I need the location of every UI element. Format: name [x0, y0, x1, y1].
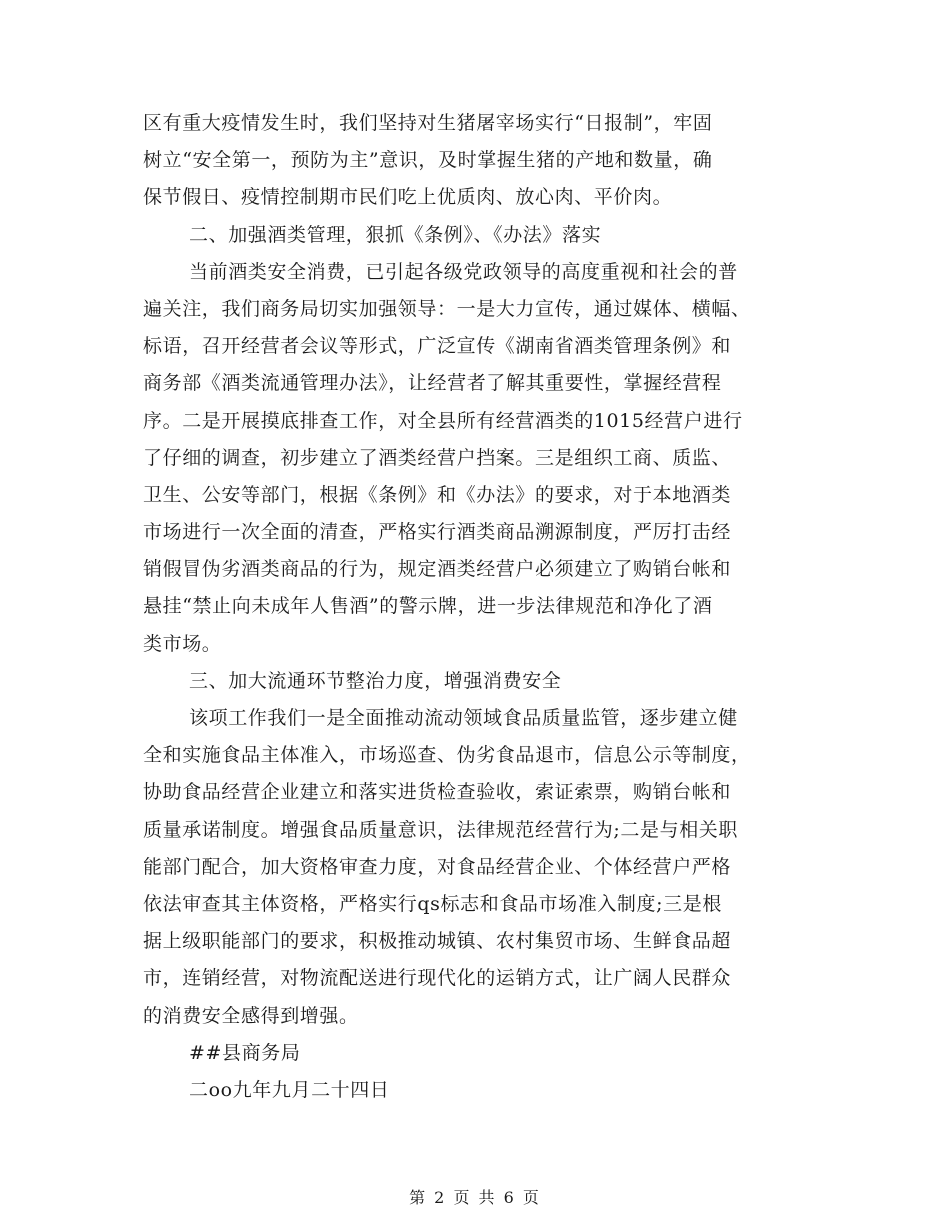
paragraph-line: 悬挂“禁止向未成年人售酒”的警示牌，进一步法律规范和净化了酒: [143, 595, 713, 618]
paragraph-line: 的消费安全感得到增强。: [143, 1004, 359, 1027]
signature-date: 二oo九年九月二十四日: [189, 1078, 390, 1101]
paragraph-line: 遍关注，我们商务局切实加强领导：一是大力宣传，通过媒体、横幅、: [143, 297, 751, 320]
section-heading-3: 三、加大流通环节整治力度，增强消费安全: [189, 669, 562, 692]
section-heading-2: 二、加强酒类管理，狠抓《条例》、《办法》落实: [189, 223, 602, 246]
paragraph-line: 类市场。: [143, 632, 222, 655]
paragraph-line: 商务部《酒类流通管理办法》，让经营者了解其重要性，掌握经营程: [143, 372, 722, 395]
signature-organization: ##县商务局: [189, 1041, 301, 1064]
paragraph-line: 质量承诺制度。增强食品质量意识，法律规范经营行为;二是与相关职: [143, 818, 739, 841]
paragraph-line: 依法审查其主体资格，严格实行qs标志和食品市场准入制度;三是根: [143, 892, 722, 915]
paragraph-line: 能部门配合，加大资格审查力度，对食品经营企业、个体经营户严格: [143, 855, 732, 878]
paragraph-line: 市场进行一次全面的清查，严格实行酒类商品溯源制度，严厉打击经: [143, 521, 732, 544]
paragraph-line: 保节假日、疫情控制期市民们吃上优质肉、放心肉、平价肉。: [143, 186, 673, 209]
document-body: [143, 105, 808, 1109]
paragraph-line: 了仔细的调查，初步建立了酒类经营户挡案。三是组织工商、质监、: [143, 446, 732, 469]
paragraph-line: 当前酒类安全消费，已引起各级党政领导的高度重视和社会的普: [189, 260, 738, 283]
paragraph-line: 销假冒伪劣酒类商品的行为，规定酒类经营户必须建立了购销台帐和: [143, 558, 732, 581]
paragraph-line: 序。二是开展摸底排查工作，对全县所有经营酒类的1015经营户进行: [143, 409, 743, 432]
paragraph-line: 树立“安全第一，预防为主”意识，及时掌握生猪的产地和数量，确: [143, 149, 713, 172]
paragraph-line: 据上级职能部门的要求，积极推动城镇、农村集贸市场、生鲜食品超: [143, 930, 732, 953]
paragraph-line: 协助食品经营企业建立和落实进货检查验收，索证索票，购销台帐和: [143, 781, 732, 804]
page-number-footer: 第 2 页 共 6 页: [409, 1188, 541, 1207]
paragraph-line: 标语，召开经营者会议等形式，广泛宣传《湖南省酒类管理条例》和: [143, 335, 732, 358]
paragraph-line: 该项工作我们一是全面推动流动领域食品质量监管，逐步建立健: [189, 707, 738, 729]
paragraph-line: 市，连销经营，对物流配送进行现代化的运销方式，让广阔人民群众: [143, 967, 732, 990]
paragraph-line: 全和实施食品主体准入，市场巡查、伪劣食品退市，信息公示等制度，: [143, 744, 751, 767]
paragraph-line: 区有重大疫情发生时，我们坚持对生猪屠宰场实行“日报制”，牢固: [143, 112, 713, 134]
paragraph-line: 卫生、公安等部门，根据《条例》和《办法》的要求，对于本地酒类: [143, 483, 732, 506]
